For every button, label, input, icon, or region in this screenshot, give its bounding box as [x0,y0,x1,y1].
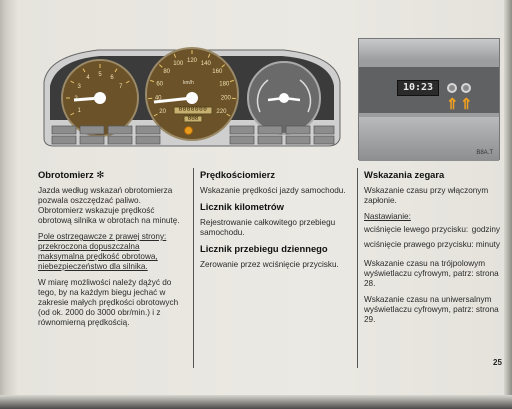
column-speedometer [200,170,350,276]
gauge-scale-label: 3 [77,84,81,90]
column-clock [364,170,500,331]
callout-pointer-dot [184,126,193,135]
right-button-icon [461,83,471,93]
page-number: 25 [493,358,502,367]
paragraph: W miarę możliwości należy dążyć do tego, by na każdym biegu jechać w zakresie małych prędkości obrotowych (od ok. 2000 do 3000 obr/min.) i z równomierną prędkością. [38,278,179,327]
section-title-clock: Wskazania zegara [364,169,445,180]
gauge-scale-label: 1 [77,108,81,114]
figure-code: B8A.T [476,150,493,156]
gauge-scale-label: 6 [110,75,114,82]
paragraph: Jazda według wskazań obrotomierza pozwala oszczędzać paliwo. Obrotomierz wskazuje prędkość obrotową silnika w obrotach na minutę. [38,186,180,225]
gauge-scale-label: 220 [216,109,227,115]
gauge-scale-label: 40 [154,95,162,102]
paragraph: Zerowanie przez wciśnięcie przycisku. [200,260,339,269]
page-edge-shadow [504,0,512,409]
setting-row: wciśnięcie lewego przycisku: godziny [364,225,500,234]
gauge-scale-label: 120 [186,58,198,64]
left-button-icon [447,83,457,93]
asterisk-icon: ✻ [96,169,105,180]
setting-label: Nastawianie: [364,212,411,221]
column-divider [193,168,194,368]
gauge-scale-label: 160 [212,69,223,76]
paragraph: Rejestrowanie całkowitego przebiegu samochodu. [200,218,336,237]
dashboard-vent [359,39,499,61]
gauge-scale-label: 100 [173,60,184,67]
setting-row: wciśnięcie prawego przycisku: minuty [364,240,500,249]
clock-illustration [358,38,500,160]
paragraph: Wskazanie prędkości jazdy samochodu. [200,186,346,195]
trip-readout: 000 [187,115,199,122]
gauge-scale-label: 4 [86,75,90,82]
gauge-scale-label: 60 [156,81,164,88]
section-title-odometer: Licznik kilometrów [200,201,284,212]
gauge-scale-label: 140 [200,60,211,67]
column-tachometer [38,170,186,334]
gauge-scale-label: 200 [220,95,231,102]
speed-unit-label: km/h [183,80,194,86]
section-title-trip-counter: Licznik przebiegu dziennego [200,243,328,254]
gauge-scale-label: 20 [159,109,166,115]
paragraph: Wskazanie czasu na trójpolowym wyświetlaczu cyfrowym, patrz: strona 28. [364,259,499,288]
gauge-scale-label: 5 [98,72,102,78]
book-bottom-edge [0,395,512,409]
arrow-up-icon: ⇑ [460,96,473,113]
section-title-tachometer: Obrotomierz ✻ [38,169,105,180]
instrument-cluster-illustration [38,42,344,154]
clock-display: 10:23 [397,80,439,96]
column-divider [357,168,358,368]
paragraph: Wskazanie czasu na uniwersalnym wyświetlaczu cyfrowym, patrz: strona 29. [364,295,499,324]
gauge-scale-label: 7 [119,84,123,90]
section-title-speedometer: Prędkościomierz [200,169,276,180]
gauge-scale-label: 80 [163,69,171,76]
arrow-up-icon: ⇑ [446,96,459,113]
gauge-scale-label: 180 [219,81,230,88]
warning-paragraph: Pole ostrzegawcze z prawej strony: przekroczona dopuszczalna maksymalna prędkość obrotowa, niebezpieczeństwo dla silnika. [38,232,167,271]
paragraph: Wskazanie czasu przy włączonym zapłonie. [364,186,489,205]
odometer-readout: 0000000 [178,106,208,113]
